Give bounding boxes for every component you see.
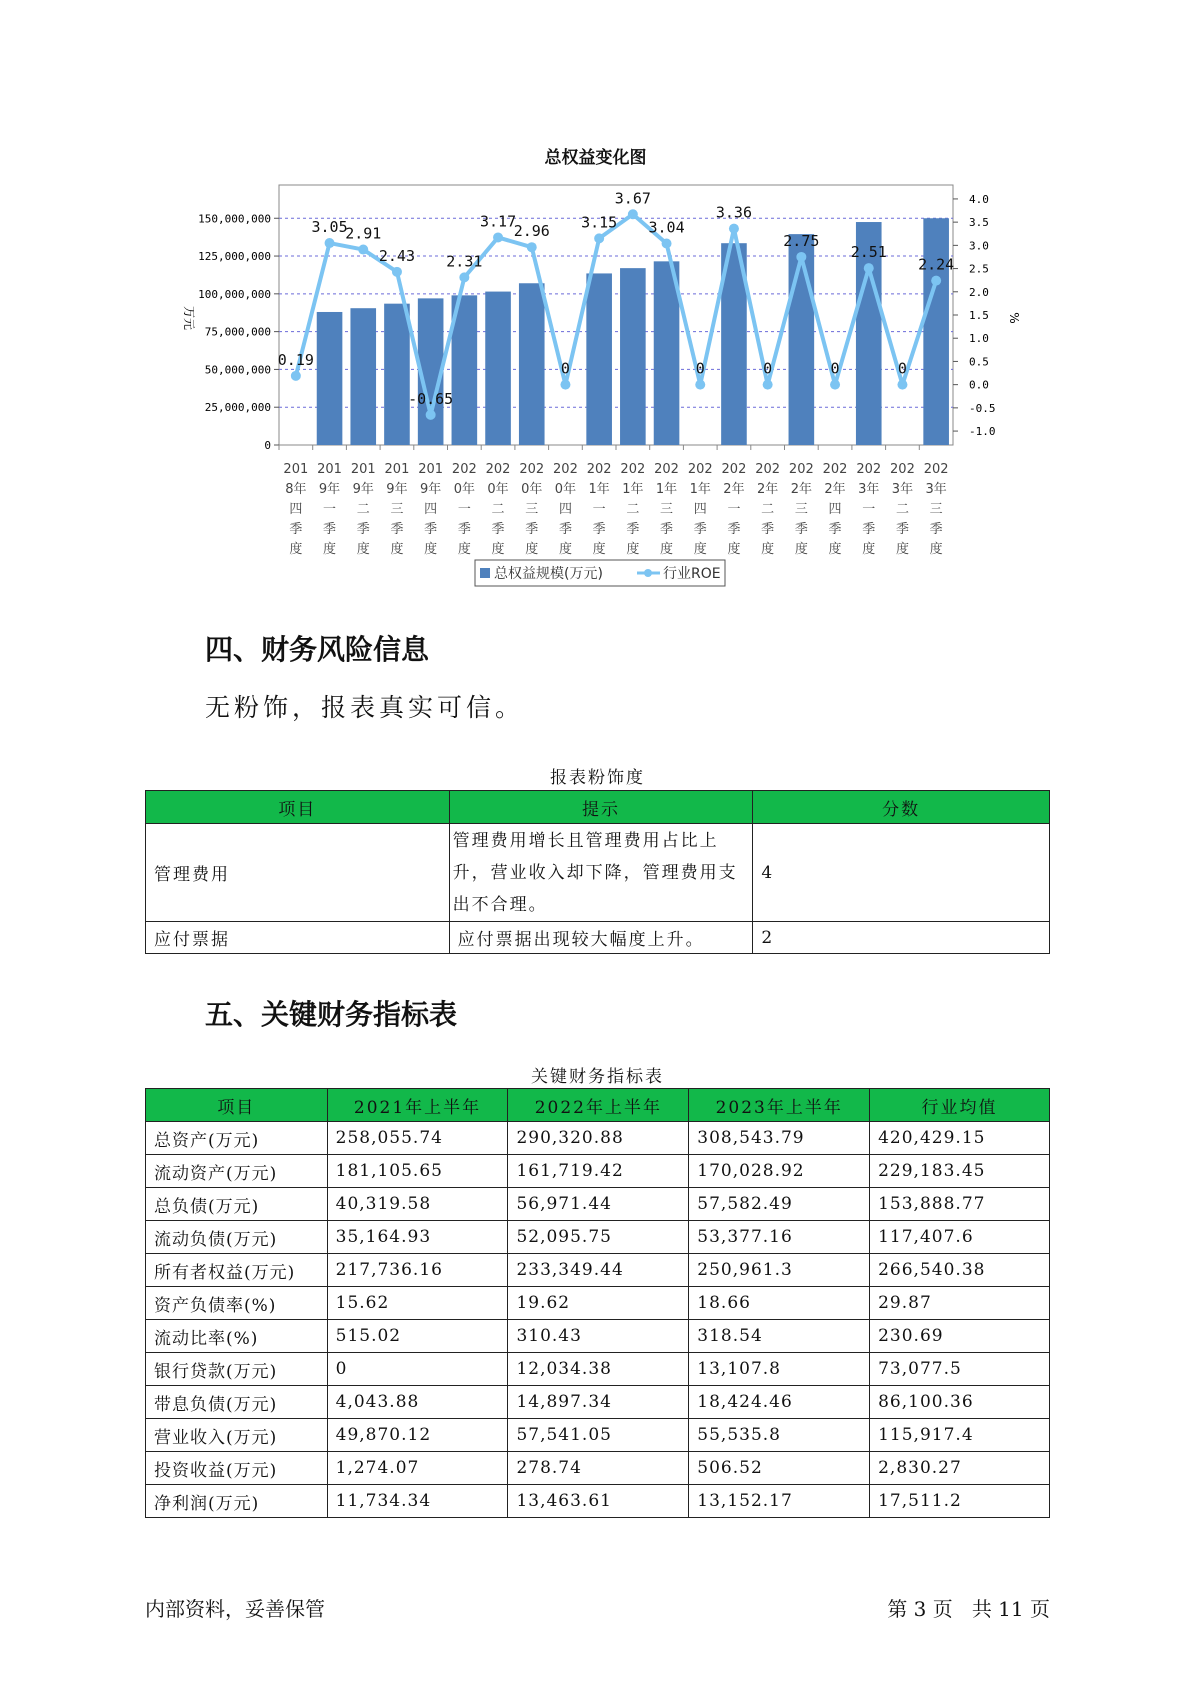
footer-confidential-note: 内部资料，妥善保管 xyxy=(145,1597,325,1621)
risk-score: 2 xyxy=(753,922,1050,954)
y-right-tick-label: 3.5 xyxy=(969,216,989,230)
kpi-header-item: 项目 xyxy=(146,1089,328,1122)
y-right-tick-label: 2.0 xyxy=(969,285,989,299)
kpi-table-body xyxy=(146,1122,1050,1518)
y-left-axis-title: 万元 xyxy=(182,305,196,331)
roe-data-label: 3.17 xyxy=(479,212,517,231)
kpi-item: 银行贷款(万元) xyxy=(146,1353,328,1386)
x-tick-label: 201 9年二季度 xyxy=(350,462,376,557)
kpi-header-2023h1: 2023年上半年 xyxy=(689,1089,870,1122)
kpi-2021h1: 1,274.07 xyxy=(327,1452,508,1485)
kpi-industry-avg: 29.87 xyxy=(870,1287,1050,1320)
y-right-tick-label: 1.0 xyxy=(969,332,989,346)
x-tick-label: 201 9年一季度 xyxy=(317,462,342,557)
kpi-2023h1: 13,152.17 xyxy=(689,1485,870,1518)
roe-point xyxy=(931,276,941,286)
kpi-2023h1: 18.66 xyxy=(689,1287,870,1320)
kpi-2022h1: 19.62 xyxy=(508,1287,689,1320)
kpi-2021h1: 217,736.16 xyxy=(327,1254,508,1287)
roe-data-label: 3.04 xyxy=(648,218,685,237)
roe-point xyxy=(695,380,705,390)
roe-point xyxy=(796,252,806,262)
risk-section-heading: 四、财务风险信息 xyxy=(205,633,430,666)
y-right-tick-label: 1.5 xyxy=(969,309,989,322)
roe-point xyxy=(763,380,773,390)
kpi-item: 营业收入(万元) xyxy=(146,1419,328,1452)
kpi-item: 流动比率(%) xyxy=(146,1320,328,1353)
y-left-tick-label: 100,000,000 xyxy=(198,287,271,301)
equity-bar xyxy=(350,308,376,445)
roe-data-label: 2.43 xyxy=(378,246,416,265)
kpi-industry-avg: 115,917.4 xyxy=(870,1419,1050,1452)
legend-line-label: 行业ROE xyxy=(663,566,721,582)
footer-page-number: 第 3 页 共 11 页 xyxy=(887,1597,1050,1621)
roe-point xyxy=(426,410,436,420)
kpi-2022h1: 57,541.05 xyxy=(508,1419,689,1452)
kpi-header-2022h1: 2022年上半年 xyxy=(508,1089,689,1122)
chart-title: 总权益变化图 xyxy=(544,148,647,168)
roe-data-label: 2.75 xyxy=(783,231,820,250)
x-tick-label: 202 3年一季度 xyxy=(856,462,882,557)
equity-bar xyxy=(923,218,949,445)
risk-header-hint: 提示 xyxy=(449,791,753,824)
kpi-2021h1: 49,870.12 xyxy=(327,1419,508,1452)
kpi-header-industry-avg: 行业均值 xyxy=(870,1089,1050,1122)
y-left-tick-label: 0 xyxy=(264,439,271,452)
roe-data-label: 2.31 xyxy=(446,252,483,271)
equity-bar xyxy=(586,273,612,445)
roe-point xyxy=(830,380,840,390)
roe-data-label: 0.19 xyxy=(277,350,314,369)
kpi-industry-avg: 17,511.2 xyxy=(870,1485,1050,1518)
kpi-2023h1: 57,582.49 xyxy=(689,1188,870,1221)
kpi-table xyxy=(145,1088,1050,1518)
kpi-item: 流动负债(万元) xyxy=(146,1221,328,1254)
table-row xyxy=(146,1452,1050,1485)
equity-bar xyxy=(485,292,511,445)
roe-point xyxy=(594,233,604,243)
x-tick-label: 202 1年四季度 xyxy=(687,462,713,557)
roe-point xyxy=(560,380,570,390)
equity-bar xyxy=(789,234,815,445)
kpi-2021h1: 35,164.93 xyxy=(327,1221,508,1254)
kpi-2023h1: 55,535.8 xyxy=(689,1419,870,1452)
kpi-item: 投资收益(万元) xyxy=(146,1452,328,1485)
legend-bar-label: 总权益规模(万元) xyxy=(494,566,603,582)
kpi-2021h1: 4,043.88 xyxy=(327,1386,508,1419)
risk-table-caption: 报表粉饰度 xyxy=(550,768,645,788)
x-tick-label: 201 9年三季度 xyxy=(384,462,410,557)
roe-data-label: 0 xyxy=(695,359,705,378)
kpi-2022h1: 310.43 xyxy=(508,1320,689,1353)
y-right-tick-label: 0.0 xyxy=(969,378,989,392)
table-row xyxy=(146,1221,1050,1254)
legend-line-marker xyxy=(644,569,652,577)
kpi-2022h1: 278.74 xyxy=(508,1452,689,1485)
kpi-item: 流动资产(万元) xyxy=(146,1155,328,1188)
kpi-2021h1: 15.62 xyxy=(327,1287,508,1320)
risk-item: 管理费用 xyxy=(146,824,450,922)
x-tick-label: 202 2年四季度 xyxy=(822,462,848,557)
kpi-2021h1: 258,055.74 xyxy=(327,1122,508,1155)
table-row xyxy=(146,922,1050,954)
y-right-axis-title: % xyxy=(1007,312,1021,324)
y-right-tick-label: 4.0 xyxy=(969,192,989,206)
kpi-2022h1: 56,971.44 xyxy=(508,1188,689,1221)
kpi-industry-avg: 2,830.27 xyxy=(870,1452,1050,1485)
equity-bar xyxy=(620,268,646,445)
x-tick-label: 202 0年三季度 xyxy=(519,462,545,557)
table-row xyxy=(146,1287,1050,1320)
table-row xyxy=(146,1155,1050,1188)
kpi-2022h1: 290,320.88 xyxy=(508,1122,689,1155)
x-tick-label: 202 2年一季度 xyxy=(721,462,747,557)
equity-bar xyxy=(519,283,545,445)
risk-hint: 管理费用增长且管理费用占比上升，营业收入却下降，管理费用支出不合理。 xyxy=(449,824,753,922)
risk-header-item: 项目 xyxy=(146,791,450,824)
y-left-tick-label: 75,000,000 xyxy=(204,325,271,339)
kpi-item: 总资产(万元) xyxy=(146,1122,328,1155)
x-tick-label: 202 3年二季度 xyxy=(890,462,915,557)
roe-point xyxy=(864,263,874,273)
x-tick-label: 201 9年四季度 xyxy=(418,462,444,557)
table-row xyxy=(146,1353,1050,1386)
kpi-2023h1: 506.52 xyxy=(689,1452,870,1485)
kpi-item: 资产负债率(%) xyxy=(146,1287,328,1320)
y-right-tick-label: -1.0 xyxy=(969,425,996,439)
y-left-tick-label: 125,000,000 xyxy=(198,250,271,264)
roe-data-label: 2.96 xyxy=(513,222,550,241)
kpi-2023h1: 53,377.16 xyxy=(689,1221,870,1254)
kpi-2022h1: 161,719.42 xyxy=(508,1155,689,1188)
risk-item: 应付票据 xyxy=(146,922,450,954)
risk-header-score: 分数 xyxy=(753,791,1050,824)
kpi-2022h1: 233,349.44 xyxy=(508,1254,689,1287)
kpi-2021h1: 40,319.58 xyxy=(327,1188,508,1221)
roe-point xyxy=(628,209,638,219)
roe-data-label: 2.51 xyxy=(850,243,887,262)
roe-data-label: 2.91 xyxy=(345,224,382,243)
x-tick-label: 202 3年三季度 xyxy=(923,462,949,557)
table-row xyxy=(146,1320,1050,1353)
roe-data-label: 0 xyxy=(763,359,773,378)
kpi-2023h1: 250,961.3 xyxy=(689,1254,870,1287)
table-row xyxy=(146,1188,1050,1221)
x-tick-label: 202 1年三季度 xyxy=(654,462,679,557)
roe-data-label: -0.65 xyxy=(408,389,454,408)
legend-bar-swatch xyxy=(480,568,490,578)
roe-data-label: 3.05 xyxy=(311,218,348,237)
risk-score: 4 xyxy=(753,824,1050,922)
kpi-2021h1: 181,105.65 xyxy=(327,1155,508,1188)
roe-point xyxy=(392,267,402,277)
roe-point xyxy=(459,272,469,282)
kpi-2022h1: 52,095.75 xyxy=(508,1221,689,1254)
kpi-item: 带息负债(万元) xyxy=(146,1386,328,1419)
kpi-industry-avg: 230.69 xyxy=(870,1320,1050,1353)
x-tick-label: 202 1年一季度 xyxy=(586,462,612,557)
roe-data-label: 3.15 xyxy=(581,213,618,232)
y-right-tick-label: 3.0 xyxy=(969,239,989,253)
kpi-header-2021h1: 2021年上半年 xyxy=(327,1089,508,1122)
roe-point xyxy=(291,371,301,381)
table-row xyxy=(146,1485,1050,1518)
x-tick-label: 202 0年一季度 xyxy=(451,462,477,557)
equity-bar xyxy=(317,312,343,445)
kpi-2023h1: 18,424.46 xyxy=(689,1386,870,1419)
x-tick-label: 202 2年二季度 xyxy=(755,462,781,557)
x-tick-label: 202 1年二季度 xyxy=(620,462,646,557)
kpi-2021h1: 0 xyxy=(327,1353,508,1386)
kpi-2023h1: 318.54 xyxy=(689,1320,870,1353)
kpi-2023h1: 170,028.92 xyxy=(689,1155,870,1188)
y-right-tick-label: 2.5 xyxy=(969,262,989,276)
kpi-industry-avg: 86,100.36 xyxy=(870,1386,1050,1419)
kpi-2022h1: 13,463.61 xyxy=(508,1485,689,1518)
kpi-2022h1: 14,897.34 xyxy=(508,1386,689,1419)
roe-point xyxy=(729,224,739,234)
kpi-2023h1: 13,107.8 xyxy=(689,1353,870,1386)
kpi-2021h1: 515.02 xyxy=(327,1320,508,1353)
roe-data-label: 2.24 xyxy=(918,255,955,274)
equity-chart xyxy=(0,0,1191,600)
roe-point xyxy=(527,242,537,252)
table-row xyxy=(146,1386,1050,1419)
table-row xyxy=(146,824,1050,922)
roe-data-label: 3.67 xyxy=(614,189,651,208)
kpi-industry-avg: 153,888.77 xyxy=(870,1188,1050,1221)
risk-hint: 应付票据出现较大幅度上升。 xyxy=(449,922,753,954)
roe-point xyxy=(325,238,335,248)
x-tick-label: 202 2年三季度 xyxy=(788,462,814,557)
x-tick-label: 202 0年二季度 xyxy=(485,462,511,557)
risk-table-header-row xyxy=(146,791,1050,824)
y-left-tick-label: 50,000,000 xyxy=(204,363,271,377)
kpi-item: 净利润(万元) xyxy=(146,1485,328,1518)
kpi-2021h1: 11,734.34 xyxy=(327,1485,508,1518)
kpi-table-header-row xyxy=(146,1089,1050,1122)
table-row xyxy=(146,1419,1050,1452)
kpi-industry-avg: 420,429.15 xyxy=(870,1122,1050,1155)
kpi-item: 所有者权益(万元) xyxy=(146,1254,328,1287)
kpi-2022h1: 12,034.38 xyxy=(508,1353,689,1386)
kpi-industry-avg: 73,077.5 xyxy=(870,1353,1050,1386)
roe-data-label: 3.36 xyxy=(715,203,753,222)
x-tick-label: 201 8年四季度 xyxy=(283,462,309,557)
x-tick-label: 202 0年四季度 xyxy=(553,462,578,557)
roe-data-label: 0 xyxy=(560,359,570,378)
roe-point xyxy=(662,239,672,249)
y-left-tick-label: 25,000,000 xyxy=(204,401,271,415)
risk-table xyxy=(145,790,1050,954)
kpi-industry-avg: 117,407.6 xyxy=(870,1221,1050,1254)
y-right-tick-label: -0.5 xyxy=(969,401,996,415)
roe-data-label: 0 xyxy=(897,359,907,378)
kpi-section-heading: 五、关键财务指标表 xyxy=(205,998,458,1031)
y-right-tick-label: 0.5 xyxy=(969,355,989,369)
roe-point xyxy=(493,232,503,242)
equity-bar xyxy=(384,304,410,445)
kpi-industry-avg: 229,183.45 xyxy=(870,1155,1050,1188)
roe-point xyxy=(358,245,368,255)
kpi-2023h1: 308,543.79 xyxy=(689,1122,870,1155)
y-left-tick-label: 150,000,000 xyxy=(198,212,271,226)
kpi-item: 总负债(万元) xyxy=(146,1188,328,1221)
risk-summary-text: 无粉饰，报表真实可信。 xyxy=(205,693,525,722)
roe-data-label: 0 xyxy=(830,359,840,378)
roe-point xyxy=(897,380,907,390)
kpi-industry-avg: 266,540.38 xyxy=(870,1254,1050,1287)
kpi-table-caption: 关键财务指标表 xyxy=(531,1067,664,1087)
table-row xyxy=(146,1254,1050,1287)
table-row xyxy=(146,1122,1050,1155)
